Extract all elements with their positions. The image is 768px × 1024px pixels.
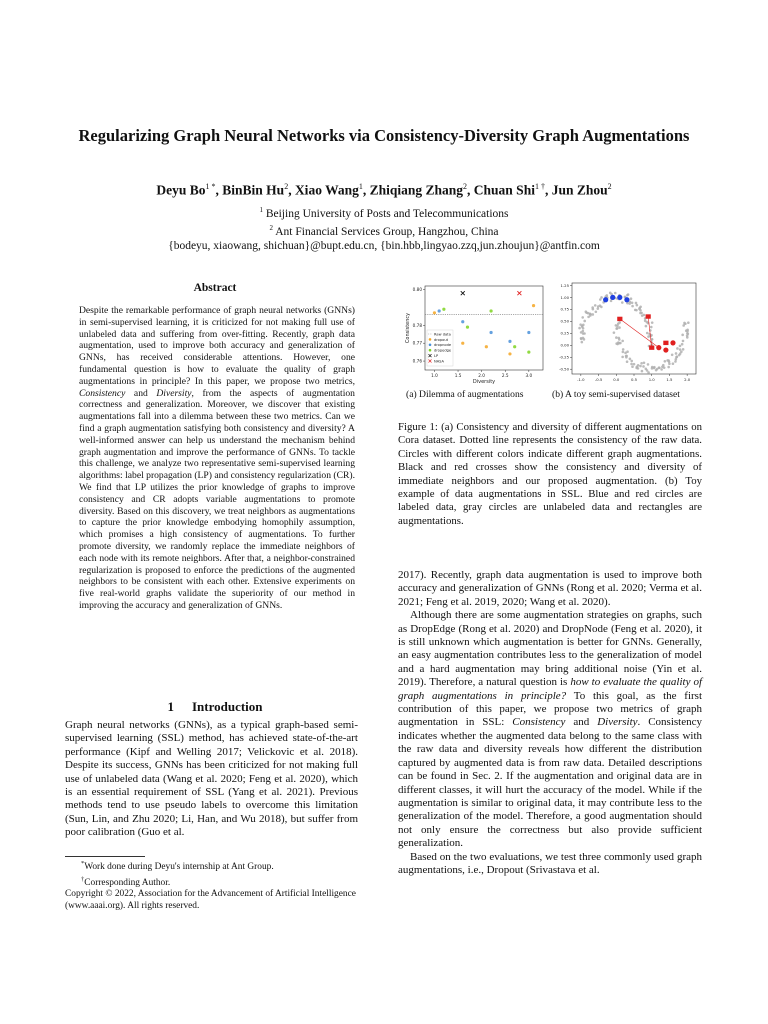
unlabeled-point xyxy=(651,321,654,324)
data-point-cross xyxy=(517,291,521,295)
section-number: 1 xyxy=(167,699,174,714)
unlabeled-point xyxy=(582,324,585,327)
unlabeled-point xyxy=(625,355,628,358)
labeled-point-blue xyxy=(610,295,615,300)
unlabeled-point xyxy=(630,363,633,366)
subcaption-a: (a) Dilemma of augmentations xyxy=(406,389,524,400)
unlabeled-point xyxy=(630,297,633,300)
legend-label: dropnode xyxy=(434,343,452,348)
unlabeled-point xyxy=(646,332,649,335)
chart-axes xyxy=(405,286,543,385)
author-emails: {bodeyu, xiaowang, shichuan}@bupt.edu.cn, {bin.hbb,lingyao.zzq,jun.zhoujun}@antfin.com xyxy=(168,239,600,252)
y-tick-label: 1.25 xyxy=(560,282,569,288)
unlabeled-point xyxy=(681,343,684,346)
unlabeled-point xyxy=(585,311,588,314)
footnote-corresponding xyxy=(65,874,360,890)
labeled-point-blue xyxy=(603,297,608,302)
data-point xyxy=(508,340,511,343)
unlabeled-point xyxy=(639,309,642,312)
unlabeled-point xyxy=(682,324,685,327)
labeled-point-blue xyxy=(617,295,622,300)
unlabeled-point xyxy=(667,366,670,369)
labeled-point-red xyxy=(670,340,675,345)
unlabeled-point xyxy=(683,322,686,325)
unlabeled-point xyxy=(591,313,594,316)
unlabeled-point xyxy=(581,341,584,344)
x-tick-label: 1.0 xyxy=(648,377,655,382)
unlabeled-point xyxy=(641,370,644,373)
unlabeled-point xyxy=(617,322,620,325)
unlabeled-point xyxy=(672,362,675,365)
abstract-body xyxy=(79,305,355,612)
author-sup: 1 † xyxy=(534,182,545,191)
unlabeled-point xyxy=(581,316,584,319)
unlabeled-point xyxy=(679,345,682,348)
subcaption-b: (b) A toy semi-supervised dataset xyxy=(552,389,680,400)
author-name: BinBin Hu xyxy=(222,182,285,198)
unlabeled-point xyxy=(614,292,617,295)
x-tick-label: 2.5 xyxy=(501,373,509,378)
unlabeled-point xyxy=(582,327,585,330)
author-name: Zhiqiang Zhang xyxy=(369,182,464,198)
section-title: Introduction xyxy=(191,699,263,714)
figure-caption xyxy=(398,421,702,528)
data-point xyxy=(466,326,469,329)
unlabeled-point xyxy=(636,304,639,307)
unlabeled-point xyxy=(610,300,613,303)
plot-frame xyxy=(572,283,696,374)
unlabeled-point xyxy=(675,358,678,361)
unlabeled-point xyxy=(613,331,616,334)
unlabeled-point xyxy=(631,305,634,308)
author-name: Jun Zhou xyxy=(551,182,608,198)
unlabeled-point xyxy=(676,347,679,350)
unlabeled-point xyxy=(626,350,629,353)
unlabeled-point xyxy=(664,360,667,363)
augmentation-rect xyxy=(617,317,622,321)
paper-title: Regularizing Graph Neural Networks via Consistency-Diversity Graph Augmentations xyxy=(78,126,690,145)
unlabeled-point xyxy=(626,360,629,363)
unlabeled-point xyxy=(600,306,603,309)
unlabeled-point xyxy=(618,338,621,341)
unlabeled-point xyxy=(681,334,684,337)
unlabeled-point xyxy=(580,338,583,341)
legend-swatch xyxy=(429,338,432,341)
y-tick-label: 0.50 xyxy=(560,318,569,324)
unlabeled-point xyxy=(579,323,582,326)
data-point xyxy=(489,331,492,334)
unlabeled-point xyxy=(616,327,619,330)
affiliation-sup: 2 xyxy=(269,223,273,232)
unlabeled-point xyxy=(635,367,638,370)
unlabeled-point xyxy=(619,342,622,345)
x-tick-label: -0.5 xyxy=(594,377,603,382)
unlabeled-point xyxy=(583,320,586,323)
unlabeled-point xyxy=(687,321,690,324)
unlabeled-point xyxy=(682,340,685,343)
augmentation-rect xyxy=(646,314,651,318)
unlabeled-point xyxy=(675,352,678,355)
figure-caption-text: Figure 1: (a) Consistency and diversity of different augmentations on Cora dataset. Dotted line represents the consistency of the raw data. Circles with different colors indicate different graph augmentations. Black and red crosses show the consistency and diversity of immediate neighbors and our proposed augmentation. (b) Toy example of data augmentations in SSL. Blue and red circles are labeled data, gray circles are unlabeled data and rectangles are augmentations. xyxy=(398,421,702,527)
author-name: Deyu Bo xyxy=(156,182,206,198)
unlabeled-point xyxy=(640,362,643,365)
data-point xyxy=(513,345,516,348)
author-sup: 2 xyxy=(463,182,468,191)
x-tick-label: 1.0 xyxy=(431,373,438,378)
x-tick-label: 2.0 xyxy=(478,373,485,378)
data-point xyxy=(461,342,464,345)
unlabeled-point xyxy=(621,301,624,304)
unlabeled-point xyxy=(668,360,671,363)
emphasis-run: Diversity xyxy=(597,716,638,729)
legend-label: dropout xyxy=(434,337,449,342)
emphasis-run: how to evaluate the quality of graph augmentations in principle? xyxy=(398,676,702,702)
x-tick-label: -1.0 xyxy=(577,377,585,382)
unlabeled-point xyxy=(587,316,590,319)
labeled-point-red xyxy=(656,345,661,350)
unlabeled-point xyxy=(599,298,602,301)
unlabeled-point xyxy=(671,353,674,356)
unlabeled-point xyxy=(639,365,642,368)
unlabeled-point xyxy=(635,309,638,312)
unlabeled-point xyxy=(650,326,653,329)
unlabeled-point xyxy=(622,351,625,354)
introduction-body xyxy=(65,719,358,840)
data-point xyxy=(527,331,530,334)
introduction-text: Graph neural networks (GNNs), as a typical graph-based semi-supervised learning (SSL) method, has achieved state-of-the-art performance (Kipf and Welling 2017; Velickovic et al. 2018). Despite its success, GNNs has been criticized for not making full use of unlabeled data (Wang et al. 2020; Feng et al. 2020), which is an essential requirement of SSL (Yang et al. 2021). Previous methods tend to use pseudo labels to overcome this limitation (Sun, Lin, and Zhu 2020; Li, Han, and Wu 2018), but suffer from poor calibration (Guo et al. xyxy=(65,719,358,839)
abstract-heading: Abstract xyxy=(193,282,237,294)
unlabeled-point xyxy=(643,361,646,364)
text-run: and xyxy=(565,716,598,729)
paragraph-3: Based on the two evaluations, we test three commonly used graph augmentations, i.e., Dropout (Srivastava et al. xyxy=(398,850,702,876)
unlabeled-point xyxy=(592,308,595,311)
author-sup: 2 xyxy=(284,182,289,191)
y-tick-label: 1.00 xyxy=(560,294,569,300)
unlabeled-point xyxy=(635,302,638,305)
unlabeled-point xyxy=(628,302,631,305)
legend-label: Raw data xyxy=(434,332,451,337)
unlabeled-point xyxy=(641,314,644,317)
unlabeled-point xyxy=(686,328,689,331)
data-point xyxy=(508,352,511,355)
x-tick-label: 1.5 xyxy=(454,373,462,378)
paragraph-2 xyxy=(398,609,702,850)
unlabeled-point xyxy=(583,332,586,335)
paragraph-1: 2017). Recently, graph data augmentation is used to improve both accuracy and generalization of GNNs (Rong et al. 2020; Verma et al. 2021; Feng et al. 2019, 2020; Wang et al. 2020). xyxy=(398,569,702,608)
unlabeled-point xyxy=(615,336,618,339)
unlabeled-point xyxy=(597,307,600,310)
x-tick-label: 2.0 xyxy=(684,377,691,382)
chart-marks xyxy=(578,292,689,374)
author-list: Deyu $Bo^{1 *}$, BinBin Hu$^2$, Xiao Wang$^1$, Zhiqiang Zhang$^2$, Chuan Shi$^{1 \dagger}$, Jun Zhou$^2$ xyxy=(156,182,612,198)
footnote-work-done xyxy=(65,858,360,874)
dilemma-scatter-chart xyxy=(403,282,548,386)
augmentation-rect xyxy=(649,345,654,349)
unlabeled-point xyxy=(637,364,640,367)
x-tick-label: 3.0 xyxy=(525,373,533,378)
unlabeled-point xyxy=(647,363,650,366)
unlabeled-point xyxy=(629,358,632,361)
right-column-body xyxy=(398,569,702,877)
x-tick-label: 1.5 xyxy=(666,377,673,382)
unlabeled-point xyxy=(626,294,629,297)
affiliation-2 xyxy=(60,221,708,239)
chart-legend xyxy=(427,330,453,366)
author-name: Xiao Wang xyxy=(294,182,359,198)
data-point xyxy=(442,308,445,311)
text-run: To this goal, as the first contribution of this paper, we propose two metrics of graph augmentation in SSL: xyxy=(398,689,703,729)
section-heading-introduction xyxy=(65,699,365,715)
author-name: Chuan Shi xyxy=(473,182,535,198)
footnotes xyxy=(65,858,360,913)
unlabeled-point xyxy=(621,356,624,359)
unlabeled-point xyxy=(686,334,689,337)
text-run: Although there are some augmentation strategies on graphs, such as DropEdge (Rong et al. 2020) and DropNode (Feng et al. 2020), it is still unknown which augmentation is better for GNNs. Generally, an easy augmentation contributes less to the generalization of model and a hard augmentation may bring additional noise (Yin et al. 2019). Therefore, a natural question is xyxy=(398,609,702,689)
footnote-mark: † xyxy=(81,875,85,883)
data-point xyxy=(438,309,441,312)
unlabeled-point xyxy=(644,319,647,322)
unlabeled-point xyxy=(682,348,685,351)
affiliation-text: Ant Financial Services Group, Hangzhou, China xyxy=(275,225,499,238)
text-run: . Consistency indicates whether the augmented data belong to the same class with the raw data and diversity reveals how different the distribution captured by augmented data is from raw data. Detailed descriptions can be found in Sec. 2. If the augmentation and original data are in different classes, it will hurt the accuracy of the model. While if the augmentation is similar to original data, it may contribute less to the generalization of the model. Therefore, a good augmentation should not only ensure the correctness but also provide sufficient generalization. xyxy=(398,716,702,850)
unlabeled-point xyxy=(656,368,659,371)
toy-dataset-chart xyxy=(554,280,700,388)
data-point xyxy=(532,304,535,307)
unlabeled-point xyxy=(618,326,621,329)
unlabeled-point xyxy=(633,363,636,366)
unlabeled-point xyxy=(639,306,642,309)
legend-swatch xyxy=(429,349,432,352)
affiliation-1 xyxy=(60,203,708,221)
legend-label: dropedge xyxy=(434,348,452,353)
footnote-divider xyxy=(65,856,145,857)
unlabeled-point xyxy=(631,365,634,368)
unlabeled-point xyxy=(676,355,679,358)
y-tick-label: 0.80 xyxy=(412,287,422,293)
unlabeled-point xyxy=(580,331,583,334)
unlabeled-point xyxy=(663,366,666,369)
y-tick-label: 0.78 xyxy=(412,322,422,328)
author-sup: 1 xyxy=(358,182,363,191)
y-tick-label: -0.25 xyxy=(559,354,569,360)
data-point xyxy=(527,351,530,354)
unlabeled-point xyxy=(651,366,654,369)
y-tick-label: -0.50 xyxy=(559,366,569,372)
y-tick-label: 0.76 xyxy=(412,358,422,364)
y-axis-label: Consistency xyxy=(405,312,411,344)
unlabeled-point xyxy=(642,365,645,368)
labeled-point-red xyxy=(663,347,668,352)
labeled-point-blue xyxy=(624,297,629,302)
footnote-text: Corresponding Author. xyxy=(84,877,171,888)
legend-label: NASA xyxy=(434,359,444,364)
augmentation-link xyxy=(648,317,652,348)
unlabeled-point xyxy=(639,312,642,315)
affiliations xyxy=(60,203,708,253)
data-point xyxy=(489,309,492,312)
x-tick-label: 0.5 xyxy=(630,377,638,382)
affiliation-sup: 1 xyxy=(259,206,263,214)
x-tick-label: 0.0 xyxy=(613,377,620,382)
unlabeled-point xyxy=(621,340,624,343)
emphasis-run: Consistency xyxy=(512,716,566,729)
y-tick-label: 0.00 xyxy=(560,342,569,348)
unlabeled-point xyxy=(595,310,598,313)
abstract-text: Despite the remarkable performance of graph neural networks (GNNs) in semi-supervised learning, it is criticized for not making full use of unlabeled data and suffering from over-fitting. Recently, graph data augmentation, used to improve both accuracy and generalization of GNNs, has received considerable attentions. However, one fundamental question is how to evaluate the quality of graph augmentations in principle? In this paper, we propose two metrics, Consistency and Diversity, from the aspects of augmentation correctness and generalization. Moreover, we discover that existing augmentations fall into a dilemma between these two metrics. Can we find a graph augmentation satisfying both consistency and diversity? A well-informed answer can help us understand the mechanism behind graph augmentation and improve the performance of GNNs. To tackle this challenge, we analyze two representative semi-supervised learning algorithms: label propagation (LP) and consistency regularization (CR). We find that LP utilizes the prior knowledge of graphs to improve consistency and CR adopts variable augmentations to promote diversity. Based on this discovery, we treat neighbors as augmentations to capture the prior knowledge embodying homophily assumption, which promises a high consistency of augmentations. To further promote diversity, we randomly replace the immediate neighbors of each node with its remote neighbors. After that, a neighbor-constrained regularization is proposed to enforce the predictions of the augmented neighbors to be consistent with each other. Extensive experiments on five real-world graphs validate the superiority of our method in improving the accuracy and generalization of GNNs. xyxy=(79,305,356,611)
augmentation-rect xyxy=(663,341,668,345)
unlabeled-point xyxy=(594,304,597,307)
unlabeled-point xyxy=(578,327,581,330)
author-sup: 1 * xyxy=(205,182,216,191)
data-point xyxy=(433,311,436,314)
unlabeled-point xyxy=(660,368,663,371)
author-sup: 2 xyxy=(607,182,612,191)
unlabeled-point xyxy=(680,350,683,353)
unlabeled-point xyxy=(679,348,682,351)
unlabeled-point xyxy=(645,325,648,328)
legend-label: LP xyxy=(434,354,439,358)
affiliation-text: Beijing University of Posts and Telecommunications xyxy=(265,207,509,220)
footnote-text: Work done during Deyu's internship at Ant Group. xyxy=(84,862,274,873)
y-tick-label: 0.25 xyxy=(560,330,569,336)
unlabeled-point xyxy=(647,371,650,374)
legend-swatch xyxy=(429,344,432,347)
data-point xyxy=(485,345,488,348)
unlabeled-point xyxy=(630,360,633,363)
y-tick-label: 0.75 xyxy=(560,306,569,312)
data-point-cross xyxy=(461,291,465,295)
footnote-mark: * xyxy=(81,860,85,867)
copyright-notice: Copyright © 2022, Association for the Advancement of Artificial Intelligence (www.aaai.org). All rights reserved. xyxy=(65,889,356,912)
unlabeled-point xyxy=(622,348,625,351)
x-axis-label: Diversity xyxy=(472,379,496,385)
y-tick-label: 0.77 xyxy=(412,340,422,346)
data-point xyxy=(461,320,464,323)
